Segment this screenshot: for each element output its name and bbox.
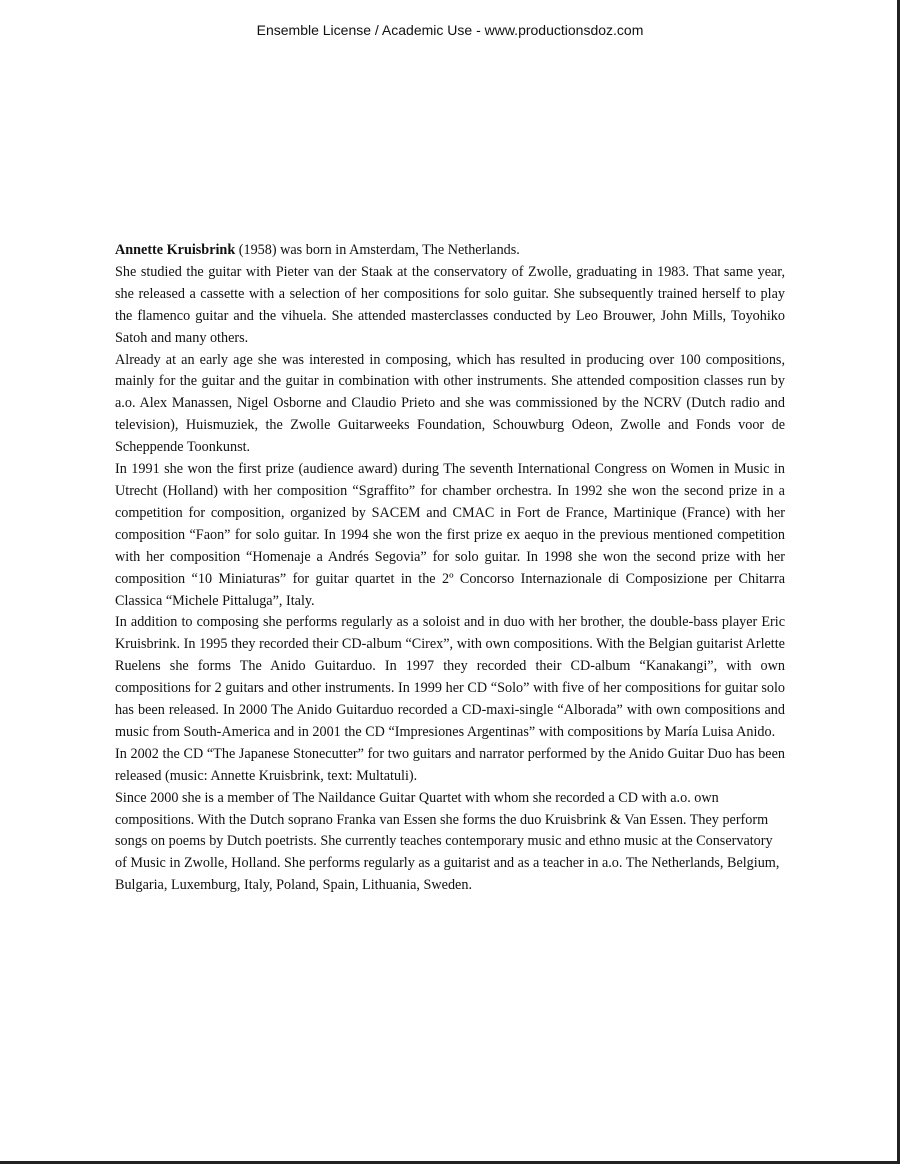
bio-paragraph-education: She studied the guitar with Pieter van der Staak at the conservatory of Zwolle, graduating in 1983. That same year, she released a cassette with a selection of her compositions for solo guitar. She subsequently trained herself to play the flamenco guitar and the vihuela. She attended masterclasses conducted by Leo Brouwer, John Mills, Toyohiko Satoh and many others. (115, 263, 785, 346)
bio-paragraph-awards: In 1991 she won the first prize (audience award) during The seventh International Congress on Women in Music in Utrecht (Holland) with her composition “Sgraffito” for chamber orchestra. In 1992 she won the second prize in a competition for composition, organized by SACEM and CMAC in Fort de France, Martinique (France) with her composition “Faon” for solo guitar. In 1994 she won the first prize ex aequo in the previous mentioned competition with her composition “Homenaje a Andrés Segovia” for solo guitar. In 1998 she won the second prize with her composition “10 Miniaturas” for guitar quartet in the 2º Concorso Internazionale di Composizione per Chitarra Classica “Michele Pittaluga”, Italy. (115, 461, 785, 609)
composer-name: Annette Kruisbrink (115, 242, 236, 258)
page-header: Ensemble License / Academic Use - www.productionsdoz.com (256, 22, 644, 38)
bio-paragraph-composing: Already at an early age she was interested in composing, which has resulted in producing over 100 compositions, mainly for the guitar and the guitar in combination with other instruments. She attended composition classes run by a.o. Alex Manassen, Nigel Osborne and Claudio Prieto and she was commissioned by the NCRV (Dutch radio and television), Huismuziek, the Zwolle Guitarweeks Foundation, Schouwburg Odeon, Zwolle and Fonds voor de Scheppende Toonkunst. (115, 351, 785, 456)
bio-paragraph-performing: In addition to composing she performs regularly as a soloist and in duo with her brother, the double-bass player Eric Kruisbrink. In 1995 they recorded their CD-album “Cirex”, with own compositions. With the Belgian guitarist Arlette Ruelens she forms The Anido Guitarduo. In 1997 they recorded their CD-album “Kanakangi”, with own compositions for 2 guitars and other instruments. In 1999 her CD “Solo” with five of her compositions for guitar solo has been released. In 2000 The Anido Guitarduo recorded a CD-maxi-single “Alborada” with own compositions and music from South-America and in 2001 the CD “Impresiones Argentinas” with compositions by María Luisa Anido. (115, 614, 785, 740)
bio-paragraph-quartet: Since 2000 she is a member of The Naildance Guitar Quartet with whom she recorded a CD with a.o. own compositions. With the Dutch soprano Franka van Essen she forms the duo Kruisbrink & Van Essen. They perform songs on poems by Dutch poetrists. She currently teaches contemporary music and ethno music at the Conservatory of Music in Zwolle, Holland. She performs regularly as a guitarist and as a teacher in a.o. The Netherlands, Belgium, Bulgaria, Luxemburg, Italy, Poland, Spain, Lithuania, Sweden. (115, 789, 780, 894)
bio-paragraph-stonecutter: In 2002 the CD “The Japanese Stonecutter” for two guitars and narrator performed by the Anido Guitar Duo has been released (music: Annette Kruisbrink, text: Multatuli). (115, 745, 785, 784)
biography (115, 240, 785, 897)
bio-intro (115, 240, 785, 262)
birth-info: (1958) was born in Amsterdam, The Netherlands. (235, 242, 520, 258)
